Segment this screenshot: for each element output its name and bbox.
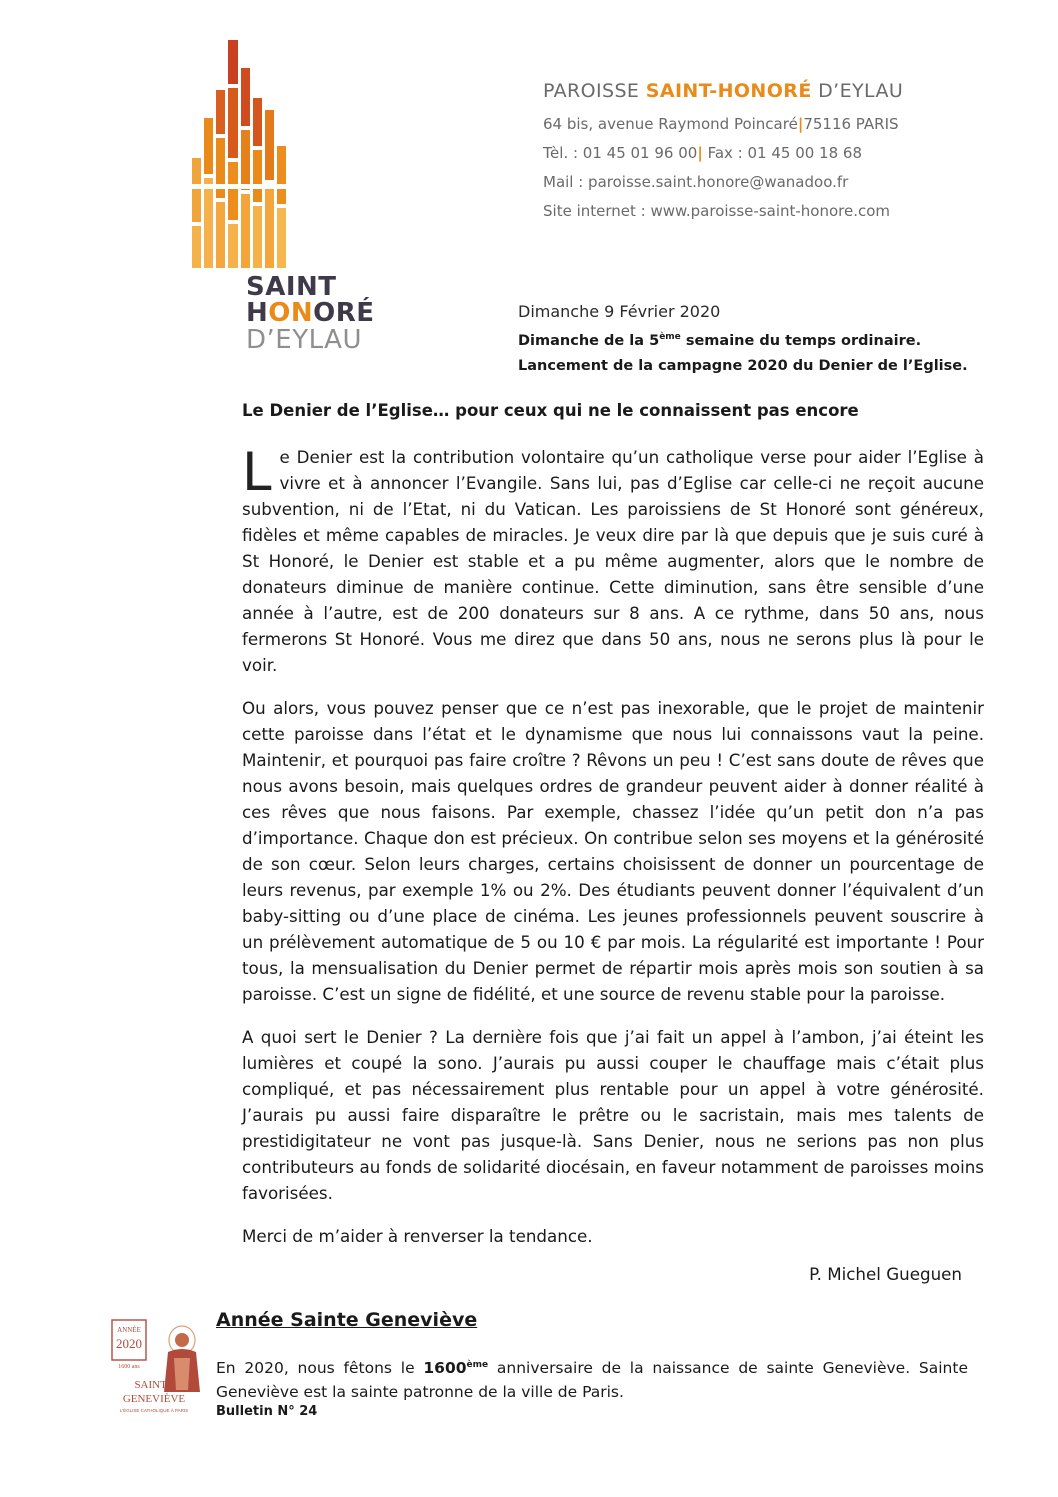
parish-phone: Tèl. : 01 45 01 96 00| Fax : 01 45 00 18 68 bbox=[543, 144, 862, 162]
parish-website: Site internet : www.paroisse-saint-honore.com bbox=[543, 202, 891, 220]
article-paragraph-2: Ou alors, vous pouvez penser que ce n’est pas inexorable, que le projet de maintenir cette paroisse dans l’état et le dynamisme que nous lui connaissons vaut la peine. Maintenir, et pourquoi pas faire croître ? Rêvons un peu ! C’est sans doute de rêves que nous avons besoin, mais quelques ordres de grandeur peuvent aider à donner réalité à ces rêves que nous faisons. Par exemple, chassez l’idée qu’un petit don n’a pas d’importance. Chaque don est précieux. On contribue selon ses moyens et la générosité de son cœur. Selon leurs charges, certains choisissent de donner un pourcentage de leurs revenus, par exemple 1% ou 2%. Des étudiants peuvent donner l’équivalent d’un baby-sitting ou d’une place de cinéma. Les jeunes professionnels peuvent souscrire à un prélèvement automatique de 5 ou 10 € par mois. La régularité est importante ! Pour tous, la mensualisation du Denier permet de répartir mois après mois son soutien à sa paroisse. C’est un signe de fidélité, et une source de revenu stable pour la paroisse. bbox=[242, 698, 984, 1004]
parish-mail: Mail : paroisse.saint.honore@wanadoo.fr bbox=[543, 173, 849, 191]
campaign-line: Lancement de la campagne 2020 du Denier de l’Eglise. bbox=[518, 357, 968, 374]
article-title: Le Denier de l’Eglise… pour ceux qui ne le connaissent pas encore bbox=[242, 401, 859, 420]
logo-sainte: SAINTE bbox=[134, 1379, 174, 1391]
genevieve-emblem-graphic bbox=[104, 1318, 208, 1426]
logo-word-honore: HONORÉ bbox=[246, 298, 375, 328]
sainte-genevieve-logo bbox=[104, 1318, 208, 1426]
genevieve-title: Année Sainte Geneviève bbox=[216, 1309, 478, 1331]
article bbox=[242, 398, 984, 1287]
parish-address: 64 bis, avenue Raymond Poincaré|75116 PARIS bbox=[543, 115, 899, 133]
article-paragraph-1: Le Denier est la contribution volontaire qu’un catholique verse pour aider l’Eglise à vivre et à annoncer l’Evangile. Sans lui, pas d’Eglise car celle-ci ne reçoit aucune subvention, ni de l’Etat, ni du Vatican. Les paroissiens de St Honoré sont généreux, fidèles et même capables de miracles. Je veux dire par là que depuis que je suis curé à St Honoré, le Denier est stable et a pu même augmenter, alors que le nombre de donateurs diminue de manière continue. Cette diminution, sans être sensible d’une année à l’autre, est de 200 donateurs sur 8 ans. A ce rythme, dans 50 ans, nous fermerons St Honoré. Vous me direz que dans 50 ans, nous ne serons plus là pour le voir. bbox=[242, 442, 984, 675]
logo-annee: ANNÉE bbox=[117, 1326, 141, 1334]
logo-year: 2020 bbox=[116, 1336, 142, 1351]
article-paragraph-3: A quoi sert le Denier ? La dernière fois que j’ai fait un appel à l’ambon, j’ai éteint les lumières et coupé la sono. J’aurais pu aussi couper le chauffage mais c’était plus compliqué, et pas nécessairement plus rentable pour un appel à votre générosité. J’aurais pu aussi faire disparaître le prêtre ou le sacristain, mais mes talents de prestidigitateur ne vont pas jusque-là. Sans Denier, nous ne serions pas non plus contributeurs au fonds de solidarité diocésain, en faveur notamment de paroisses moins favorisées. bbox=[242, 1027, 984, 1203]
parish-contact-block bbox=[543, 80, 1013, 226]
bulletin-dates bbox=[518, 302, 998, 379]
bulletin-number: Bulletin N° 24 bbox=[216, 1404, 318, 1419]
article-closing: Merci de m’aider à renverser la tendance. bbox=[242, 1226, 593, 1246]
logo-ans: 1600 ans bbox=[118, 1364, 140, 1370]
logo-word-saint: SAINT bbox=[246, 272, 337, 302]
organ-pipes-graphic bbox=[190, 38, 360, 278]
parish-name: PAROISSE SAINT-HONORÉ D’EYLAU bbox=[543, 80, 904, 102]
date-line: Dimanche 9 Février 2020 bbox=[518, 302, 721, 321]
logo-sub: L’ÉGLISE CATHOLIQUE À PARIS bbox=[119, 1408, 189, 1413]
logo-word-eylau: D’EYLAU bbox=[246, 325, 362, 355]
parish-logo bbox=[190, 38, 375, 358]
signature: P. Michel Gueguen bbox=[809, 1264, 962, 1284]
logo-genevieve: GENEVIÈVE bbox=[122, 1393, 186, 1405]
liturgical-week: Dimanche de la 5ème semaine du temps ordinaire. bbox=[518, 332, 922, 349]
drop-cap: L bbox=[242, 442, 272, 503]
genevieve-text: En 2020, nous fêtons le 1600ème anniversaire de la naissance de sainte Geneviève. Sainte Geneviève est la sainte patronne de la ville de Paris. bbox=[216, 1359, 968, 1402]
